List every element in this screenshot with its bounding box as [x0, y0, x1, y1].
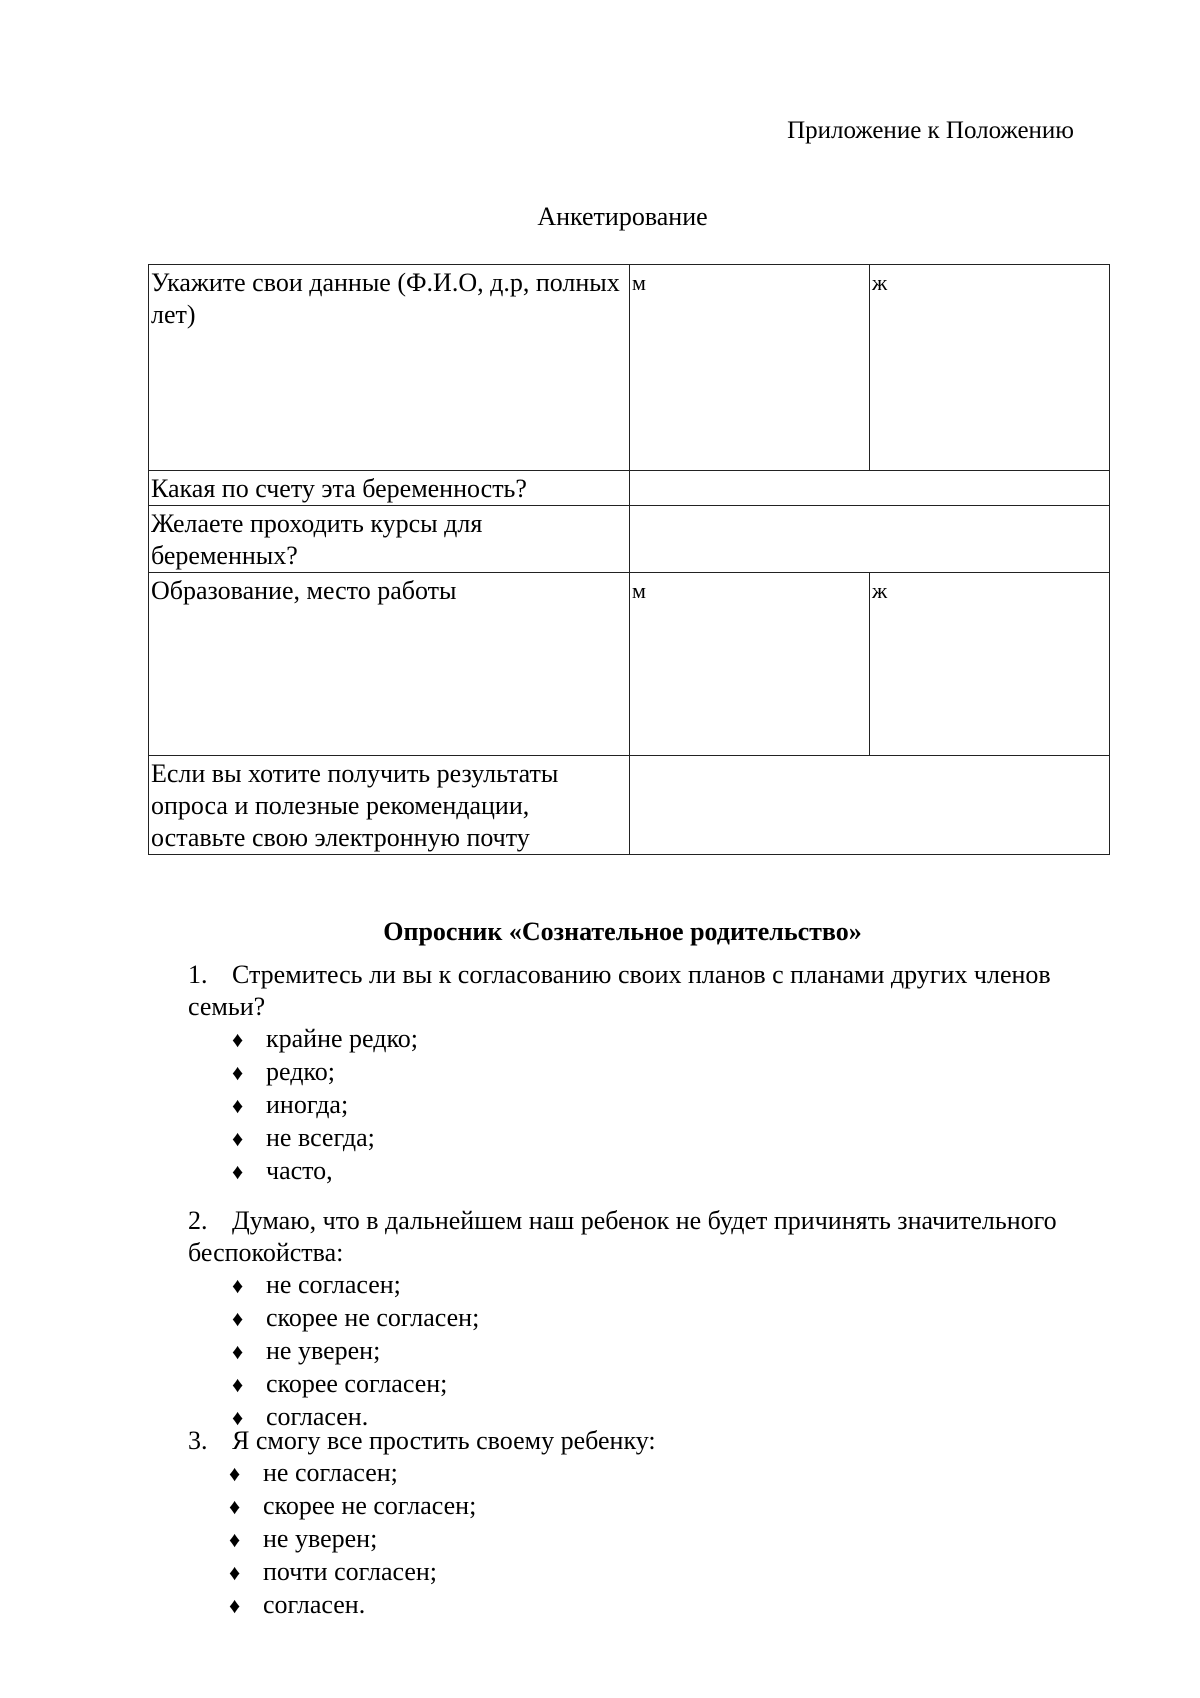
- diamond-bullet-icon: ♦: [232, 1372, 244, 1397]
- male-education-cell[interactable]: м: [630, 573, 870, 756]
- diamond-bullet-icon: ♦: [229, 1461, 241, 1486]
- email-label: Если вы хотите получить результаты опроса и полезные рекомендации, оставьте свою электронную почту: [149, 756, 630, 855]
- table-row: [149, 506, 1110, 573]
- table-row: [149, 573, 1110, 756]
- list-item[interactable]: ♦ согласен.: [229, 1589, 476, 1622]
- list-item[interactable]: ♦ крайне редко;: [232, 1023, 418, 1056]
- question-text: Я смогу все простить своему ребенку:: [232, 1426, 656, 1455]
- personal-data-label: Укажите свои данные (Ф.И.О, д.р, полных лет): [149, 265, 630, 471]
- diamond-bullet-icon: ♦: [229, 1494, 241, 1519]
- female-data-cell[interactable]: ж: [870, 265, 1110, 471]
- appendix-label: Приложение к Положению: [787, 117, 1074, 144]
- list-item[interactable]: ♦ не уверен;: [229, 1523, 476, 1556]
- table-row: [149, 471, 1110, 506]
- list-item[interactable]: ♦ иногда;: [232, 1089, 418, 1122]
- diamond-bullet-icon: ♦: [232, 1306, 244, 1331]
- question-text: Думаю, что в дальнейшем наш ребенок не будет причинять значительного беспокойства:: [188, 1206, 1057, 1267]
- diamond-bullet-icon: ♦: [232, 1093, 244, 1118]
- question-3-options: [229, 1457, 476, 1622]
- table-row: [149, 265, 1110, 471]
- pregnancy-count-answer[interactable]: [630, 471, 1110, 506]
- diamond-bullet-icon: ♦: [232, 1126, 244, 1151]
- questionnaire-table: [148, 264, 1110, 855]
- question-number: 3.: [188, 1426, 208, 1455]
- list-item[interactable]: ♦ скорее не согласен;: [229, 1490, 476, 1523]
- diamond-bullet-icon: ♦: [229, 1560, 241, 1585]
- list-item[interactable]: ♦ не согласен;: [232, 1269, 479, 1302]
- diamond-bullet-icon: ♦: [229, 1593, 241, 1618]
- education-label: Образование, место работы: [149, 573, 630, 756]
- list-item[interactable]: ♦ редко;: [232, 1056, 418, 1089]
- diamond-bullet-icon: ♦: [232, 1273, 244, 1298]
- diamond-bullet-icon: ♦: [229, 1527, 241, 1552]
- list-item[interactable]: ♦ скорее согласен;: [232, 1368, 479, 1401]
- list-item[interactable]: ♦ часто,: [232, 1155, 418, 1188]
- question-3: [188, 1425, 1088, 1457]
- page-title: Анкетирование: [537, 202, 708, 231]
- diamond-bullet-icon: ♦: [232, 1159, 244, 1184]
- diamond-bullet-icon: ♦: [232, 1060, 244, 1085]
- list-item[interactable]: ♦ скорее не согласен;: [232, 1302, 479, 1335]
- question-2: [188, 1205, 1088, 1269]
- diamond-bullet-icon: ♦: [232, 1339, 244, 1364]
- diamond-bullet-icon: ♦: [232, 1405, 244, 1430]
- list-item[interactable]: ♦ не согласен;: [229, 1457, 476, 1490]
- question-1-options: [232, 1023, 418, 1188]
- list-item[interactable]: ♦ почти согласен;: [229, 1556, 476, 1589]
- question-2-options: [232, 1269, 479, 1434]
- question-text: Стремитесь ли вы к согласованию своих планов с планами других членов семьи?: [188, 960, 1051, 1021]
- courses-label: Желаете проходить курсы для беременных?: [149, 506, 630, 573]
- list-item[interactable]: ♦ согласен.: [232, 1401, 479, 1434]
- male-data-cell[interactable]: м: [630, 265, 870, 471]
- list-item[interactable]: ♦ не уверен;: [232, 1335, 479, 1368]
- question-1: [188, 959, 1088, 1023]
- survey-title: Опросник «Сознательное родительство»: [383, 917, 862, 946]
- courses-answer[interactable]: [630, 506, 1110, 573]
- list-item[interactable]: ♦ не всегда;: [232, 1122, 418, 1155]
- question-number: 2.: [188, 1206, 208, 1235]
- female-education-cell[interactable]: ж: [870, 573, 1110, 756]
- question-number: 1.: [188, 960, 208, 989]
- email-answer[interactable]: [630, 756, 1110, 855]
- pregnancy-count-label: Какая по счету эта беременность?: [149, 471, 630, 506]
- diamond-bullet-icon: ♦: [232, 1027, 244, 1052]
- table-row: [149, 756, 1110, 855]
